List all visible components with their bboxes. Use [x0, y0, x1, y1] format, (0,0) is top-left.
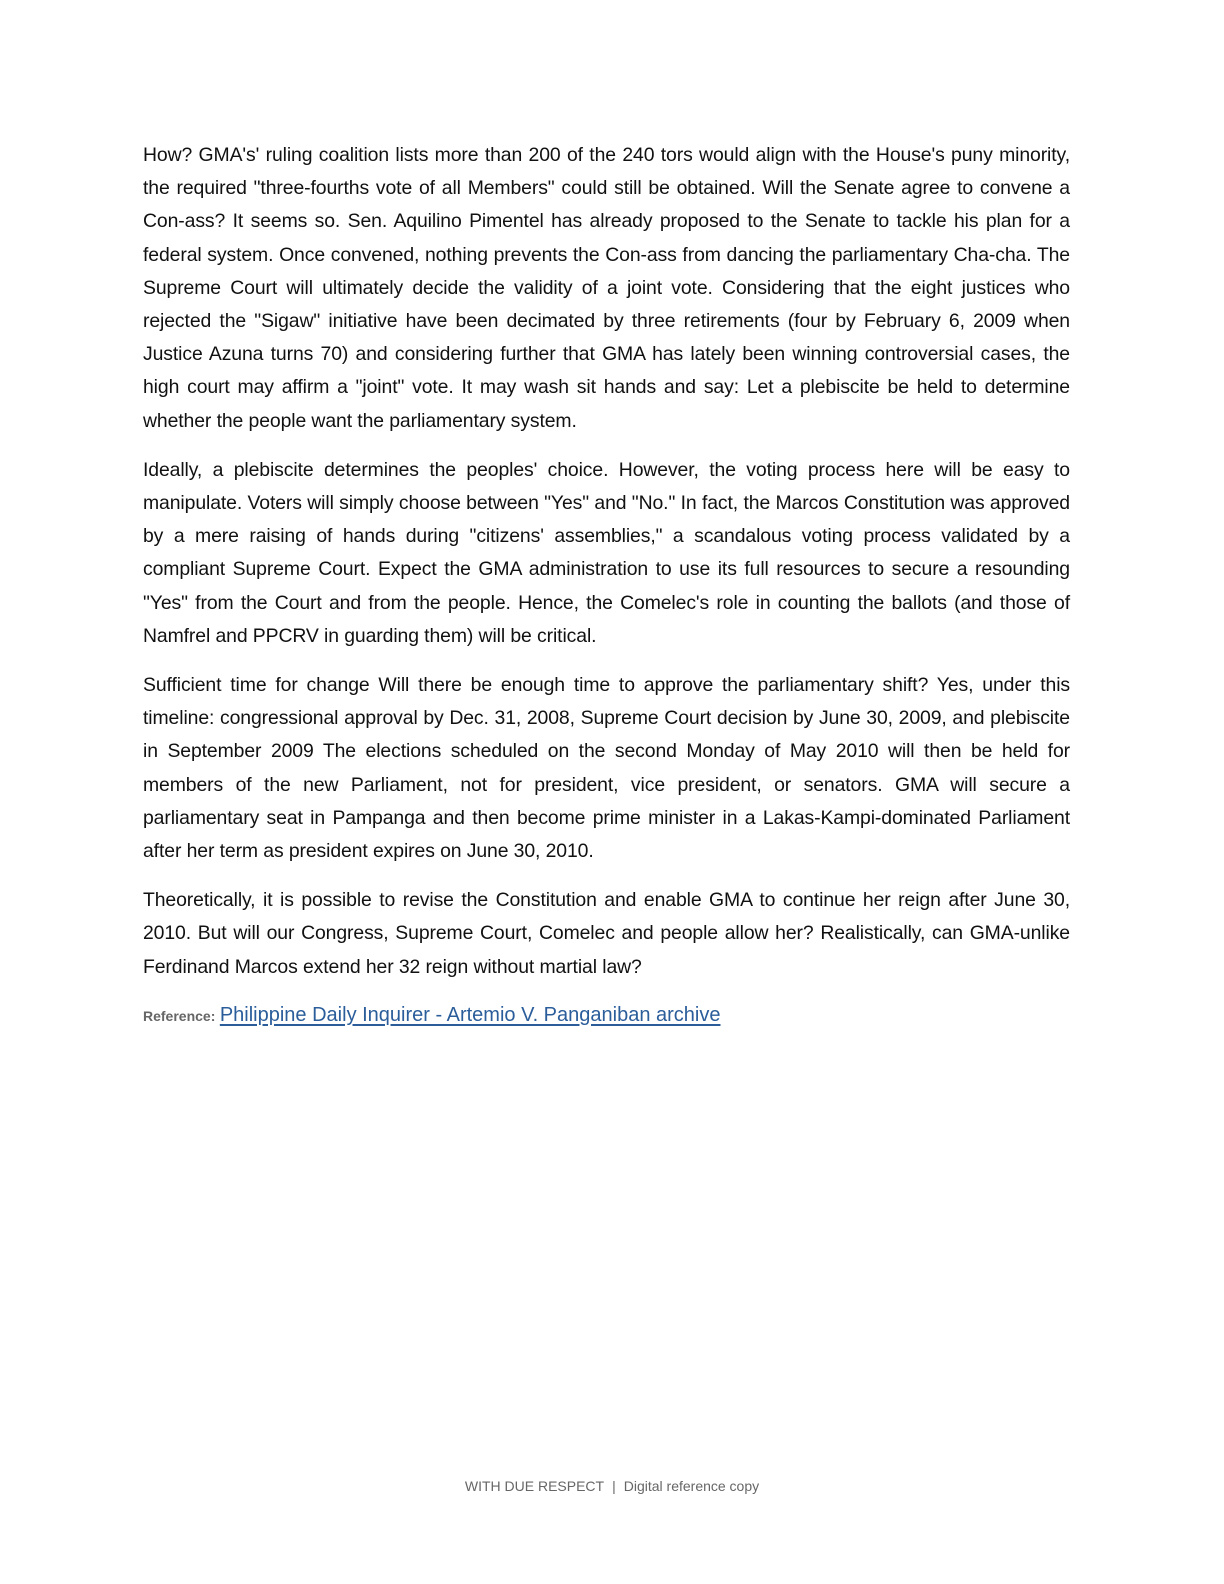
- article-body: [143, 139, 1070, 1032]
- reference-link[interactable]: Philippine Daily Inquirer - Artemio V. Panganiban archive: [219, 1003, 721, 1026]
- paragraph-timeline: Sufficient time for change Will there be enough time to approve the parliamentary shift? Yes, under this timeline: congressional approval by Dec. 31, 2008, Supreme Court decision by June 30, 2009, and plebiscite in September 2009 The elections scheduled on the second Monday of May 2010 will then be held for members of the new Parliament, not for president, vice president, or senators. GMA will secure a parliamentary seat in Pampanga and then become prime minister in a Lakas-Kampi-dominated Parliament after her term as president expires on June 30, 2010.: [143, 674, 1070, 863]
- footer-title: WITH DUE RESPECT: [464, 1478, 605, 1494]
- footer-separator: |: [612, 1478, 616, 1494]
- paragraph-coalition: How? GMA's' ruling coalition lists more than 200 of the 240 tors would align with the House's puny minority, the required "three-fourths vote of all Members" could still be obtained. Will the Senate agree to convene a Con-ass? It seems so. Sen. Aquilino Pimentel has already proposed to the Senate to tackle his plan for a federal system. Once convened, nothing prevents the Con-ass from dancing the parliamentary Cha-cha. The Supreme Court will ultimately decide the validity of a joint vote. Considering that the eight justices who rejected the "Sigaw" initiative have been decimated by three retirements (four by February 6, 2009 when Justice Azuna turns 70) and considering further that GMA has lately been winning controversial cases, the high court may affirm a "joint" vote. It may wash sit hands and say: Let a plebiscite be held to determine whether the people want the parliamentary system.: [143, 144, 1070, 432]
- reference-line: [143, 1000, 1070, 1032]
- footer-subtitle: Digital reference copy: [623, 1478, 760, 1494]
- paragraph-plebiscite: Ideally, a plebiscite determines the peoples' choice. However, the voting process here will be easy to manipulate. Voters will simply choose between "Yes" and "No." In fact, the Marcos Constitution was approved by a mere raising of hands during "citizens' assemblies," a scandalous voting process validated by a compliant Supreme Court. Expect the GMA administration to use its full resources to secure a resounding "Yes" from the Court and from the people. Hence, the Comelec's role in counting the ballots (and those of Namfrel and PPCRV in guarding them) will be critical.: [143, 458, 1070, 647]
- page-footer: [0, 1478, 1224, 1494]
- reference-label: Reference:: [143, 1007, 216, 1024]
- paragraph-conclusion: Theoretically, it is possible to revise the Constitution and enable GMA to continue her reign after June 30, 2010. But will our Congress, Supreme Court, Comelec and people allow her? Realistically, can GMA-unlike Ferdinand Marcos extend her 32 reign without martial law?: [143, 889, 1070, 978]
